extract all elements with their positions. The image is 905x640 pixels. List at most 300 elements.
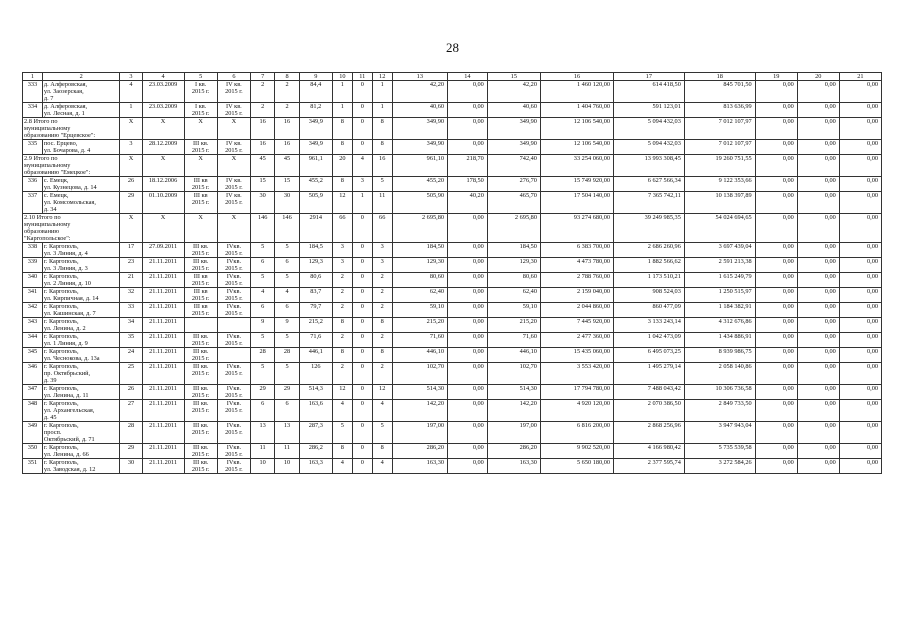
table-row [23, 363, 882, 385]
table-cell: X [120, 118, 142, 140]
table-row [23, 303, 882, 318]
table-cell: 5 650 180,00 [540, 459, 613, 474]
table-cell: IVкв. 2015 г. [217, 303, 250, 318]
table-cell: 2 [372, 288, 392, 303]
address-cell: г. Каргополь, ул. Архангельская, д. 45 [42, 400, 119, 422]
table-cell: 4 312 676,86 [684, 318, 755, 333]
table-cell: 3 553 420,00 [540, 363, 613, 385]
column-number-cell: 13 [392, 73, 447, 81]
address-cell: г. Каргополь, ул. Кашинская, д. 7 [42, 303, 119, 318]
table-cell: IVкв. 2015 г. [217, 273, 250, 288]
table-cell: 0 [352, 444, 372, 459]
table-cell: III кв. 2015 г. [184, 422, 217, 444]
table-cell: 0,00 [755, 273, 797, 288]
table-cell: 15 [251, 177, 275, 192]
table-cell: 0 [352, 400, 372, 422]
table-row [23, 243, 882, 258]
table-cell: 514,30 [487, 385, 540, 400]
subtotal-row [23, 214, 882, 243]
table-cell: 28 [251, 348, 275, 363]
table-cell: 29 [120, 444, 142, 459]
table-cell: 334 [23, 103, 43, 118]
table-cell: 0,00 [797, 333, 839, 348]
table-cell: 35 [120, 333, 142, 348]
table-cell: IV кв. 2015 г. [217, 192, 250, 214]
table-cell: III кв. 2015 г. [184, 444, 217, 459]
table-cell: 6 [275, 258, 299, 273]
table-cell: 45 [251, 155, 275, 177]
table-cell: 4 166 980,42 [614, 444, 685, 459]
table-cell: 0,00 [797, 214, 839, 243]
table-cell: 2 159 040,00 [540, 288, 613, 303]
table-cell: 23.03.2009 [142, 81, 184, 103]
table-cell: 1 404 760,00 [540, 103, 613, 118]
table-cell: 342 [23, 303, 43, 318]
column-number-cell: 7 [251, 73, 275, 81]
table-cell: 2 686 260,96 [614, 243, 685, 258]
table-cell: 0,00 [755, 243, 797, 258]
table-cell: 13 [275, 422, 299, 444]
table-cell: 505,9 [299, 192, 332, 214]
table-cell: 29 [120, 192, 142, 214]
table-cell: 0,00 [839, 192, 881, 214]
table-cell: 4 473 780,00 [540, 258, 613, 273]
table-row [23, 140, 882, 155]
table-cell: 16 [251, 118, 275, 140]
table-cell: 0,00 [755, 303, 797, 318]
table-cell: 218,70 [448, 155, 488, 177]
table-cell: 7 365 742,11 [614, 192, 685, 214]
table-cell: 2 [251, 103, 275, 118]
table-cell: I кв. 2015 г. [184, 81, 217, 103]
table-cell: 17 [120, 243, 142, 258]
table-cell: 349 [23, 422, 43, 444]
table-cell: 40,60 [392, 103, 447, 118]
table-cell: IVкв. 2015 г. [217, 400, 250, 422]
table-cell: 71,60 [392, 333, 447, 348]
table-cell: 0,00 [448, 103, 488, 118]
column-number-cell: 8 [275, 73, 299, 81]
table-cell: 2 044 860,00 [540, 303, 613, 318]
table-cell: 345 [23, 348, 43, 363]
table-cell: 13 993 308,45 [614, 155, 685, 177]
table-cell: 1 [352, 192, 372, 214]
table-cell: 129,30 [392, 258, 447, 273]
table-cell: 29 [251, 385, 275, 400]
table-cell: 27 [120, 400, 142, 422]
table-cell: 15 749 920,00 [540, 177, 613, 192]
table-cell: 10 [251, 459, 275, 474]
table-cell: 349,90 [392, 118, 447, 140]
table-cell: 0 [352, 243, 372, 258]
table-cell: X [217, 118, 250, 140]
table-cell: 19 260 751,55 [684, 155, 755, 177]
table-cell: 0,00 [755, 155, 797, 177]
table-cell: 0,00 [797, 288, 839, 303]
table-cell: 8 [372, 318, 392, 333]
table-cell: 23 [120, 258, 142, 273]
table-cell: 102,70 [392, 363, 447, 385]
table-cell: 346 [23, 363, 43, 385]
table-cell: 163,30 [392, 459, 447, 474]
table-cell: III кв 2015 г. [184, 303, 217, 318]
address-cell: г. Каргополь, ул. Заводская, д. 12 [42, 459, 119, 474]
table-cell: 2 [332, 333, 352, 348]
table-cell: 4 [352, 155, 372, 177]
table-cell: III кв. 2015 г. [184, 400, 217, 422]
table-cell: 16 [251, 140, 275, 155]
table-cell: 0,00 [755, 318, 797, 333]
table-cell: IV кв. 2015 г. [217, 103, 250, 118]
table-cell: 42,20 [487, 81, 540, 103]
table-cell: 9 122 353,66 [684, 177, 755, 192]
table-row [23, 459, 882, 474]
table-cell: 0,00 [755, 81, 797, 103]
table-cell: 0,00 [755, 103, 797, 118]
table-cell: 54 024 694,65 [684, 214, 755, 243]
table-cell: 349,9 [299, 140, 332, 155]
table-cell: 276,70 [487, 177, 540, 192]
column-number-cell: 16 [540, 73, 613, 81]
table-cell: 742,40 [487, 155, 540, 177]
table-cell: 1 [372, 103, 392, 118]
table-cell: 2 695,80 [392, 214, 447, 243]
table-cell: 40,60 [487, 103, 540, 118]
table-cell: 0,00 [448, 258, 488, 273]
table-cell: 0,00 [839, 155, 881, 177]
column-number-cell: 10 [332, 73, 352, 81]
column-number-cell: 19 [755, 73, 797, 81]
table-cell: 21.11.2011 [142, 318, 184, 333]
table-cell: IVкв. 2015 г. [217, 422, 250, 444]
table-cell: 146 [251, 214, 275, 243]
table-cell: 2 [372, 303, 392, 318]
table-row [23, 258, 882, 273]
address-cell: г. Каргополь, ул. Чеснокова, д. 13а [42, 348, 119, 363]
table-cell: 1 495 279,14 [614, 363, 685, 385]
table-cell: 0,00 [755, 177, 797, 192]
table-cell: 30 [251, 192, 275, 214]
table-cell: 0 [352, 258, 372, 273]
table-cell: IV кв. 2015 г. [217, 177, 250, 192]
table-cell: 349,90 [487, 118, 540, 140]
table-cell: 2 [275, 103, 299, 118]
table-cell: 0,00 [839, 103, 881, 118]
table-cell: 66 [372, 214, 392, 243]
table-cell: 446,1 [299, 348, 332, 363]
table-cell: 0,00 [797, 258, 839, 273]
table-cell: 62,40 [392, 288, 447, 303]
table-cell: 347 [23, 385, 43, 400]
table-cell: 2 070 386,50 [614, 400, 685, 422]
table-cell: 102,70 [487, 363, 540, 385]
table-cell: 15 [275, 177, 299, 192]
table-cell: 8 [372, 348, 392, 363]
table-cell: 591 123,01 [614, 103, 685, 118]
table-row [23, 400, 882, 422]
table-cell: 2914 [299, 214, 332, 243]
table-cell: 59,10 [392, 303, 447, 318]
table-cell: 3 272 584,26 [684, 459, 755, 474]
table-cell: 5 [251, 243, 275, 258]
column-number-cell: 12 [372, 73, 392, 81]
table-cell: 0,00 [839, 288, 881, 303]
column-number-cell: 6 [217, 73, 250, 81]
table-cell: 0,00 [755, 214, 797, 243]
table-cell: 25 [120, 363, 142, 385]
table-cell: 0,00 [448, 363, 488, 385]
table-cell: 349,90 [392, 140, 447, 155]
table-cell: 5 [275, 243, 299, 258]
table-cell: 33 254 060,00 [540, 155, 613, 177]
table-cell: 126 [299, 363, 332, 385]
table-cell: 0 [352, 459, 372, 474]
table-cell: IVкв. 2015 г. [217, 333, 250, 348]
address-cell: г. Каргополь, ул. 3 Линия, д. 3 [42, 258, 119, 273]
table-cell: 0,00 [797, 422, 839, 444]
table-cell: 62,40 [487, 288, 540, 303]
subtotal-label: 2.8 Итого по муниципальному образованию "Ерцевское": [23, 118, 120, 140]
table-cell: 11 [275, 444, 299, 459]
table-cell: 17 794 780,00 [540, 385, 613, 400]
table-cell: 0,00 [755, 258, 797, 273]
table-cell: 505,90 [392, 192, 447, 214]
table-cell: 0,00 [839, 363, 881, 385]
table-cell: 21.11.2011 [142, 385, 184, 400]
table-row [23, 348, 882, 363]
table-cell: 0,00 [448, 348, 488, 363]
subtotal-label: 2.10 Итого по муниципальному образованию "Каргопольское": [23, 214, 120, 243]
table-cell: 4 [372, 459, 392, 474]
table-cell: 5 [251, 363, 275, 385]
table-row [23, 177, 882, 192]
column-number-row [23, 73, 882, 81]
table-cell: 0 [352, 303, 372, 318]
table-cell: 59,10 [487, 303, 540, 318]
table-cell: 350 [23, 444, 43, 459]
table-cell: 184,5 [299, 243, 332, 258]
table-cell: 0,00 [839, 177, 881, 192]
table-cell: 6 [251, 258, 275, 273]
table-cell: 339 [23, 258, 43, 273]
table-cell: 71,6 [299, 333, 332, 348]
table-cell: 0 [352, 333, 372, 348]
table-cell: X [184, 118, 217, 140]
table-cell: 0,00 [755, 288, 797, 303]
table-cell: 7 488 043,42 [614, 385, 685, 400]
table-cell: X [217, 214, 250, 243]
table-cell: 6 627 566,34 [614, 177, 685, 192]
table-cell: IVкв. 2015 г. [217, 459, 250, 474]
table-cell: 8 [332, 444, 352, 459]
table-cell: 16 [275, 140, 299, 155]
table-cell: 12 [372, 385, 392, 400]
table-cell: 8 [372, 444, 392, 459]
table-cell: 465,70 [487, 192, 540, 214]
table-cell: 2 788 760,00 [540, 273, 613, 288]
table-cell: 7 445 920,00 [540, 318, 613, 333]
table-cell: 446,10 [392, 348, 447, 363]
column-number-cell: 3 [120, 73, 142, 81]
table-cell: 349,90 [487, 140, 540, 155]
table-cell: 446,10 [487, 348, 540, 363]
table-cell: 0,00 [797, 444, 839, 459]
table-cell: 1 [332, 81, 352, 103]
table-cell: 83,7 [299, 288, 332, 303]
table-cell: 21.11.2011 [142, 444, 184, 459]
table-cell: 0,00 [448, 243, 488, 258]
table-cell: 0 [352, 103, 372, 118]
table-cell: 5 [275, 273, 299, 288]
table-row [23, 385, 882, 400]
table-cell: 845 701,50 [684, 81, 755, 103]
table-cell: 2 [332, 273, 352, 288]
table-cell: 26 [120, 385, 142, 400]
table-cell: 0,00 [448, 385, 488, 400]
table-cell: 2 [372, 333, 392, 348]
table-cell: 27.09.2011 [142, 243, 184, 258]
table-cell: 15 435 060,00 [540, 348, 613, 363]
table-cell: 0,00 [839, 444, 881, 459]
address-cell: д. Алферовская, ул. Лесная, д. 1 [42, 103, 119, 118]
table-cell: 12 [332, 192, 352, 214]
table-cell: 1 [120, 103, 142, 118]
address-cell: г. Каргополь, просп. Октябрьский, д. 71 [42, 422, 119, 444]
table-cell: 12 106 540,00 [540, 140, 613, 155]
table-cell: IVкв. 2015 г. [217, 258, 250, 273]
table-cell: 146 [275, 214, 299, 243]
table-row [23, 333, 882, 348]
table-cell: 21.11.2011 [142, 303, 184, 318]
page-number: 28 [446, 40, 459, 55]
table-cell: 0,00 [448, 214, 488, 243]
table-cell: 3 [352, 177, 372, 192]
table-cell: 5 [332, 422, 352, 444]
table-cell: 0 [352, 81, 372, 103]
table-cell: 0,00 [797, 273, 839, 288]
table-cell: 0,00 [797, 177, 839, 192]
table-cell: 6 [275, 303, 299, 318]
table-cell: 0,00 [839, 318, 881, 333]
column-number-cell: 14 [448, 73, 488, 81]
table-cell: 1 173 510,21 [614, 273, 685, 288]
address-cell: пос. Ерцево, ул. Бочарова, д. 4 [42, 140, 119, 155]
table-cell: III кв. 2015 г. [184, 140, 217, 155]
table-cell: 28 [275, 348, 299, 363]
table-cell: 348 [23, 400, 43, 422]
table-cell: III кв. 2015 г. [184, 385, 217, 400]
table-row [23, 273, 882, 288]
table-cell: 0,00 [797, 140, 839, 155]
table-cell: X [142, 155, 184, 177]
table-cell: 71,60 [487, 333, 540, 348]
table-cell: X [217, 155, 250, 177]
table-cell: X [120, 214, 142, 243]
table-cell: 45 [275, 155, 299, 177]
table-cell: 8 [372, 118, 392, 140]
table-cell: 33 [120, 303, 142, 318]
address-cell: г. Каргополь, ул. 2 Линия, д. 10 [42, 273, 119, 288]
table-cell: 10 138 397,89 [684, 192, 755, 214]
table-cell: 0,00 [448, 333, 488, 348]
table-cell: 0,00 [839, 273, 881, 288]
table-cell: 4 [251, 288, 275, 303]
table-cell: 333 [23, 81, 43, 103]
table-cell: 3 [372, 258, 392, 273]
table-cell: 4 [332, 459, 352, 474]
table-cell: 21 [120, 273, 142, 288]
table-cell: 0,00 [755, 385, 797, 400]
table-cell: 0,00 [839, 385, 881, 400]
column-number-cell: 15 [487, 73, 540, 81]
table-cell: 0 [352, 118, 372, 140]
table-cell: 215,20 [487, 318, 540, 333]
table-cell: 21.11.2011 [142, 333, 184, 348]
table-cell: 0,00 [755, 422, 797, 444]
table-cell: 5 [275, 363, 299, 385]
table-cell: 30 [275, 192, 299, 214]
table-cell: 142,20 [487, 400, 540, 422]
table-cell: 287,3 [299, 422, 332, 444]
table-cell: 0,00 [448, 318, 488, 333]
table-cell: X [142, 118, 184, 140]
table-cell: 1 434 886,91 [684, 333, 755, 348]
table-cell: 84,4 [299, 81, 332, 103]
table-cell: 9 902 520,00 [540, 444, 613, 459]
table-cell: 39 249 985,35 [614, 214, 685, 243]
table-cell: 21.11.2011 [142, 348, 184, 363]
table-cell: 1 615 249,79 [684, 273, 755, 288]
column-number-cell: 17 [614, 73, 685, 81]
table-cell: 2 [251, 81, 275, 103]
table-cell: 9 [275, 318, 299, 333]
table-cell: 80,60 [487, 273, 540, 288]
table-cell: 0,00 [448, 459, 488, 474]
table-cell: 0,00 [448, 118, 488, 140]
table-cell: 215,20 [392, 318, 447, 333]
table-cell: 142,20 [392, 400, 447, 422]
housing-table [22, 72, 882, 474]
table-cell: 2 868 256,96 [614, 422, 685, 444]
table-cell: 813 636,99 [684, 103, 755, 118]
table-cell: 0,00 [797, 243, 839, 258]
table-cell: 6 495 073,25 [614, 348, 685, 363]
table-cell: 21.11.2011 [142, 273, 184, 288]
table-cell: 0,00 [839, 303, 881, 318]
table-cell: III кв 2015 г. [184, 177, 217, 192]
table-cell: X [142, 214, 184, 243]
table-cell: 0,00 [839, 348, 881, 363]
table-cell: 1 042 473,09 [614, 333, 685, 348]
table-cell: 8 [332, 118, 352, 140]
table-cell: 0,00 [448, 81, 488, 103]
table-cell: 335 [23, 140, 43, 155]
table-cell: 0,00 [755, 400, 797, 422]
table-cell: 0,00 [755, 444, 797, 459]
table-cell [184, 318, 217, 333]
table-cell: 0,00 [448, 444, 488, 459]
address-cell: г. Каргополь, пр. Октябрьский, д. 39 [42, 363, 119, 385]
table-cell: 8 [332, 177, 352, 192]
table-cell: 3 [372, 243, 392, 258]
table-cell: 21.11.2011 [142, 422, 184, 444]
table-cell: 93 274 680,00 [540, 214, 613, 243]
table-cell: 2 591 213,38 [684, 258, 755, 273]
table-cell: 8 [332, 318, 352, 333]
table-cell: 26 [120, 177, 142, 192]
table-cell: 5 [372, 422, 392, 444]
table-cell: 6 [251, 400, 275, 422]
